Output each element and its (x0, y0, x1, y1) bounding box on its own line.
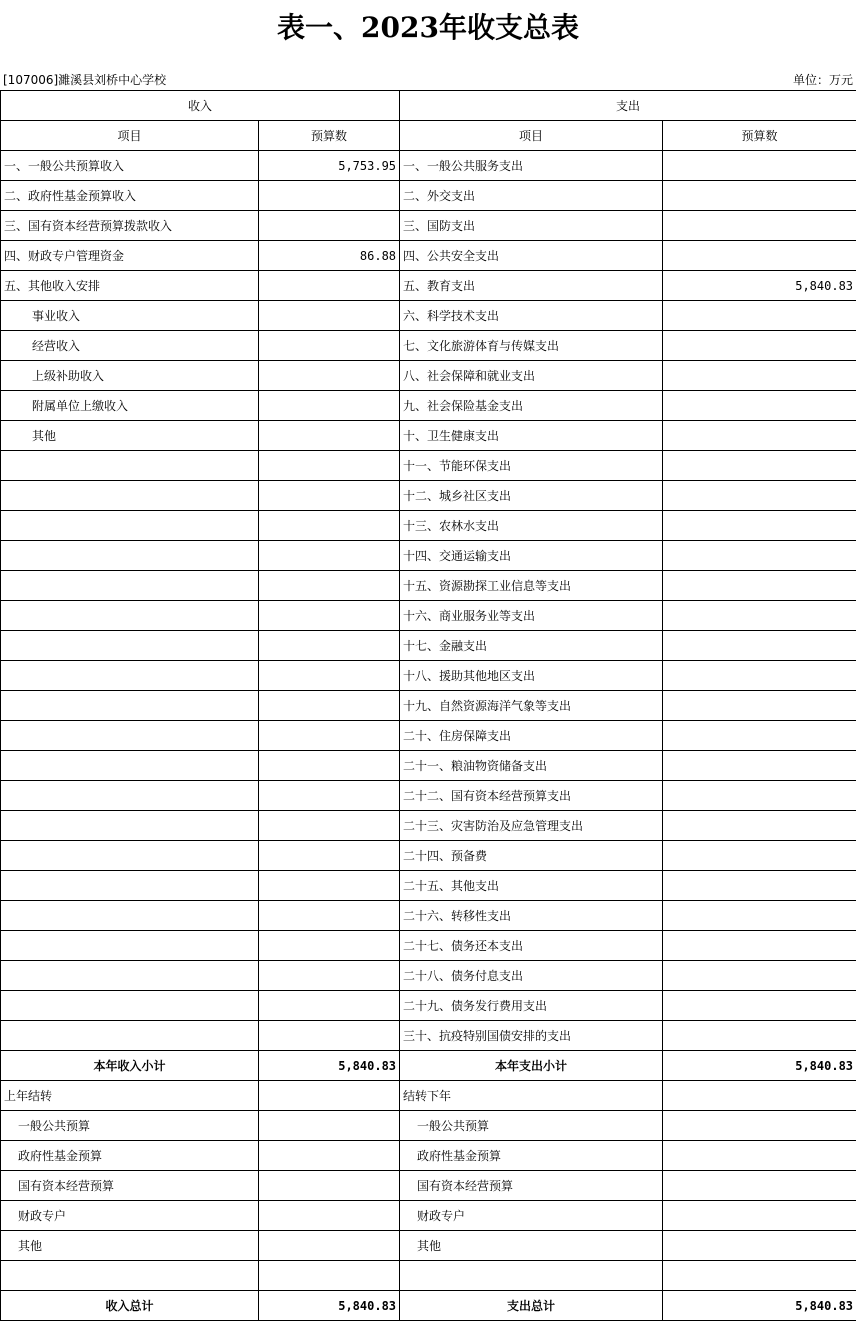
table-row (1, 331, 856, 361)
empty-cell (259, 631, 400, 661)
expense-item-label: 九、社会保险基金支出 (400, 391, 663, 421)
table-row (1, 241, 856, 271)
income-item-label: 附属单位上缴收入 (1, 391, 259, 421)
income-item-label: 二、政府性基金预算收入 (1, 181, 259, 211)
expense-carry-item-value (663, 1171, 856, 1201)
expense-header: 支出 (400, 91, 856, 121)
empty-cell (1, 781, 259, 811)
expense-carry-item-value (663, 1231, 856, 1261)
empty-cell (259, 661, 400, 691)
carry-item-row (1, 1111, 856, 1141)
empty-cell (1, 1021, 259, 1051)
income-item-label: 一、一般公共预算收入 (1, 151, 259, 181)
table-row (1, 601, 856, 631)
expense-subtotal-label: 本年支出小计 (400, 1051, 663, 1081)
income-total-value: 5,840.83 (259, 1291, 400, 1321)
carry-item-row (1, 1171, 856, 1201)
expense-budget-header: 预算数 (663, 121, 856, 151)
blank-row (1, 1261, 856, 1291)
table-row (1, 811, 856, 841)
expense-item-label: 二十六、转移性支出 (400, 901, 663, 931)
table-row (1, 871, 856, 901)
subtotal-row (1, 1051, 856, 1081)
expense-item-label: 二十三、灾害防治及应急管理支出 (400, 811, 663, 841)
empty-cell (259, 961, 400, 991)
expense-item-header: 项目 (400, 121, 663, 151)
empty-cell (1, 601, 259, 631)
income-carry-item-value (259, 1171, 400, 1201)
expense-item-value (663, 841, 856, 871)
expense-item-label: 六、科学技术支出 (400, 301, 663, 331)
income-carry-item-value (259, 1111, 400, 1141)
expense-carry-item: 国有资本经营预算 (400, 1171, 663, 1201)
expense-carry-value (663, 1081, 856, 1111)
income-item-label: 五、其他收入安排 (1, 271, 259, 301)
income-item-value (259, 361, 400, 391)
expense-item-label: 十八、援助其他地区支出 (400, 661, 663, 691)
expense-item-label: 二、外交支出 (400, 181, 663, 211)
empty-cell (1, 721, 259, 751)
empty-cell (1, 661, 259, 691)
expense-item-value (663, 961, 856, 991)
expense-item-value (663, 511, 856, 541)
expense-item-value (663, 481, 856, 511)
table-row (1, 1021, 856, 1051)
expense-item-value (663, 331, 856, 361)
empty-cell (1, 811, 259, 841)
empty-cell (663, 1261, 856, 1291)
income-item-header: 项目 (1, 121, 259, 151)
expense-item-label: 十六、商业服务业等支出 (400, 601, 663, 631)
table-row (1, 751, 856, 781)
expense-item-value (663, 211, 856, 241)
expense-item-value (663, 571, 856, 601)
expense-item-value (663, 1021, 856, 1051)
income-item-label: 三、国有资本经营预算拨款收入 (1, 211, 259, 241)
income-item-label: 四、财政专户管理资金 (1, 241, 259, 271)
empty-cell (259, 721, 400, 751)
empty-cell (259, 901, 400, 931)
empty-cell (259, 811, 400, 841)
table-body (1, 91, 856, 1321)
expense-item-label: 二十、住房保障支出 (400, 721, 663, 751)
empty-cell (259, 481, 400, 511)
table-row (1, 511, 856, 541)
empty-cell (1, 871, 259, 901)
empty-cell (259, 511, 400, 541)
expense-total-value: 5,840.83 (663, 1291, 856, 1321)
expense-item-value (663, 451, 856, 481)
table-row (1, 931, 856, 961)
income-carry-item: 政府性基金预算 (1, 1141, 259, 1171)
expense-carry-item: 政府性基金预算 (400, 1141, 663, 1171)
expense-item-label: 十三、农林水支出 (400, 511, 663, 541)
unit-org: [107006]濉溪县刘桥中心学校 (3, 73, 167, 87)
income-carry-item: 财政专户 (1, 1201, 259, 1231)
table-row (1, 151, 856, 181)
income-item-label: 其他 (1, 421, 259, 451)
expense-item-label: 二十一、粮油物资储备支出 (400, 751, 663, 781)
empty-cell (1, 481, 259, 511)
expense-item-label: 十二、城乡社区支出 (400, 481, 663, 511)
expense-item-value (663, 151, 856, 181)
income-item-value (259, 421, 400, 451)
income-subtotal-value: 5,840.83 (259, 1051, 400, 1081)
expense-item-label: 八、社会保障和就业支出 (400, 361, 663, 391)
table-row (1, 991, 856, 1021)
page-title: 表一、2023年收支总表 (277, 11, 579, 44)
empty-cell (1, 751, 259, 781)
income-carry-header: 上年结转 (1, 1081, 259, 1111)
expense-item-value (663, 691, 856, 721)
expense-carry-header: 结转下年 (400, 1081, 663, 1111)
income-item-label: 经营收入 (1, 331, 259, 361)
expense-item-value (663, 781, 856, 811)
expense-item-label: 二十八、债务付息支出 (400, 961, 663, 991)
empty-cell (259, 991, 400, 1021)
expense-item-value (663, 631, 856, 661)
expense-item-label: 十七、金融支出 (400, 631, 663, 661)
income-item-value: 5,753.95 (259, 151, 400, 181)
table-row (1, 961, 856, 991)
income-item-label: 事业收入 (1, 301, 259, 331)
expense-item-label: 十四、交通运输支出 (400, 541, 663, 571)
empty-cell (400, 1261, 663, 1291)
section-header-row (1, 91, 856, 121)
income-budget-header: 预算数 (259, 121, 400, 151)
expense-item-value (663, 661, 856, 691)
expense-item-value (663, 901, 856, 931)
expense-carry-item: 一般公共预算 (400, 1111, 663, 1141)
expense-item-label: 二十四、预备费 (400, 841, 663, 871)
empty-cell (1, 991, 259, 1021)
carry-item-row (1, 1201, 856, 1231)
income-item-value (259, 391, 400, 421)
empty-cell (1, 961, 259, 991)
expense-item-value (663, 601, 856, 631)
empty-cell (259, 601, 400, 631)
table-row (1, 451, 856, 481)
expense-carry-item-value (663, 1201, 856, 1231)
table-row (1, 691, 856, 721)
expense-item-label: 十、卫生健康支出 (400, 421, 663, 451)
empty-cell (259, 781, 400, 811)
column-header-row (1, 121, 856, 151)
empty-cell (1, 541, 259, 571)
empty-cell (259, 541, 400, 571)
empty-cell (259, 571, 400, 601)
empty-cell (259, 751, 400, 781)
table-row (1, 901, 856, 931)
expense-item-label: 四、公共安全支出 (400, 241, 663, 271)
table-row (1, 841, 856, 871)
empty-cell (259, 841, 400, 871)
expense-item-label: 三、国防支出 (400, 211, 663, 241)
total-row (1, 1291, 856, 1321)
empty-cell (1, 451, 259, 481)
income-carry-item-value (259, 1141, 400, 1171)
income-header: 收入 (1, 91, 400, 121)
income-carry-item: 其他 (1, 1231, 259, 1261)
income-item-value (259, 211, 400, 241)
expense-carry-item-value (663, 1141, 856, 1171)
expense-item-label: 二十五、其他支出 (400, 871, 663, 901)
expense-carry-item: 其他 (400, 1231, 663, 1261)
expense-item-label: 三十、抗疫特别国债安排的支出 (400, 1021, 663, 1051)
income-item-value: 86.88 (259, 241, 400, 271)
expense-item-value (663, 301, 856, 331)
expense-item-label: 十五、资源勘探工业信息等支出 (400, 571, 663, 601)
expense-subtotal-value: 5,840.83 (663, 1051, 856, 1081)
expense-item-value (663, 391, 856, 421)
expense-item-value (663, 811, 856, 841)
empty-cell (1, 841, 259, 871)
table-row (1, 661, 856, 691)
expense-item-label: 五、教育支出 (400, 271, 663, 301)
empty-cell (1, 571, 259, 601)
expense-item-value (663, 541, 856, 571)
income-carry-item-value (259, 1231, 400, 1261)
expense-item-value (663, 421, 856, 451)
table-row (1, 361, 856, 391)
empty-cell (259, 691, 400, 721)
expense-item-value (663, 751, 856, 781)
expense-carry-item-value (663, 1111, 856, 1141)
table-row (1, 421, 856, 451)
empty-cell (1, 691, 259, 721)
expense-item-label: 二十二、国有资本经营预算支出 (400, 781, 663, 811)
empty-cell (1, 931, 259, 961)
empty-cell (1, 631, 259, 661)
empty-cell (1, 511, 259, 541)
expense-carry-item: 财政专户 (400, 1201, 663, 1231)
income-carry-item-value (259, 1201, 400, 1231)
income-carry-item: 一般公共预算 (1, 1111, 259, 1141)
expense-item-value (663, 991, 856, 1021)
expense-item-value (663, 241, 856, 271)
carry-item-row (1, 1141, 856, 1171)
table-row (1, 271, 856, 301)
income-carry-value (259, 1081, 400, 1111)
table-row (1, 631, 856, 661)
expense-item-value: 5,840.83 (663, 271, 856, 301)
expense-item-value (663, 721, 856, 751)
expense-total-label: 支出总计 (400, 1291, 663, 1321)
empty-cell (1, 1261, 259, 1291)
expense-item-value (663, 931, 856, 961)
income-item-label: 上级补助收入 (1, 361, 259, 391)
table-row (1, 211, 856, 241)
carry-header-row (1, 1081, 856, 1111)
income-item-value (259, 331, 400, 361)
empty-cell (259, 871, 400, 901)
income-total-label: 收入总计 (1, 1291, 259, 1321)
expense-item-label: 一、一般公共服务支出 (400, 151, 663, 181)
expense-item-value (663, 361, 856, 391)
empty-cell (259, 1021, 400, 1051)
expense-item-label: 十一、节能环保支出 (400, 451, 663, 481)
table-row (1, 571, 856, 601)
expense-item-label: 二十九、债务发行费用支出 (400, 991, 663, 1021)
table-row (1, 391, 856, 421)
income-item-value (259, 301, 400, 331)
table-row (1, 721, 856, 751)
unit-label: 单位：万元 (792, 73, 853, 87)
expense-item-value (663, 181, 856, 211)
expense-item-label: 七、文化旅游体育与传媒支出 (400, 331, 663, 361)
budget-summary-table (0, 90, 856, 1321)
carry-item-row (1, 1231, 856, 1261)
empty-cell (1, 901, 259, 931)
table-row (1, 301, 856, 331)
income-subtotal-label: 本年收入小计 (1, 1051, 259, 1081)
empty-cell (259, 1261, 400, 1291)
income-carry-item: 国有资本经营预算 (1, 1171, 259, 1201)
table-row (1, 181, 856, 211)
table-row (1, 541, 856, 571)
empty-cell (259, 931, 400, 961)
table-row (1, 481, 856, 511)
income-item-value (259, 181, 400, 211)
income-item-value (259, 271, 400, 301)
expense-item-label: 十九、自然资源海洋气象等支出 (400, 691, 663, 721)
table-row (1, 781, 856, 811)
expense-item-value (663, 871, 856, 901)
empty-cell (259, 451, 400, 481)
expense-item-label: 二十七、债务还本支出 (400, 931, 663, 961)
